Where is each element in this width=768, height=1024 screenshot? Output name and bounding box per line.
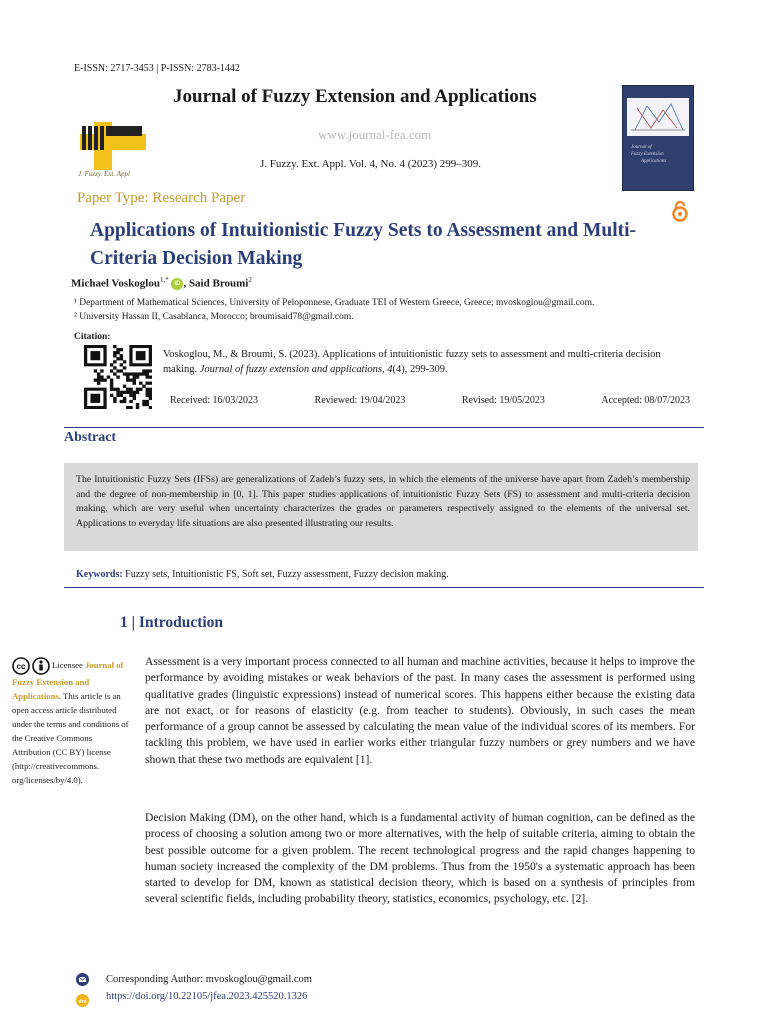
open-access-icon bbox=[670, 200, 690, 222]
affiliation-1: ¹ Department of Mathematical Sciences, University of Peloponnese, Graduate TEI of Western Greece, Greece; mvoskoglou@gmail.com. bbox=[74, 298, 595, 308]
svg-text:doi: doi bbox=[78, 999, 87, 1005]
author-1-affiliation: 1,* bbox=[159, 276, 169, 284]
abstract-text: The Intuitionistic Fuzzy Sets (IFSs) are generalizations of Zadeh’s fuzzy sets, in which the elements of the universe have apart from Zadeh’s membership and the degree of non-membership in [0, 1]. This paper studies applications of intuitionistic Fuzzy Sets (FS) to assessment and multi-criteria decision making, which are very useful when uncertainty characterizes the grades or parameters respectively assigned to the elements of the universal set. Applications to everyday life situations are also presented illustrating our results. bbox=[76, 474, 690, 529]
license-journal-name: Journal of Fuzzy Extension and Applications bbox=[12, 660, 124, 701]
abstract-heading: Abstract bbox=[64, 430, 117, 445]
doi-icon bbox=[76, 994, 89, 1007]
author-2-affiliation: 2 bbox=[248, 276, 252, 284]
received-date: Received: 16/03/2023 bbox=[170, 395, 259, 406]
citation-label: Citation: bbox=[74, 332, 111, 342]
orcid-icon[interactable]: iD bbox=[171, 278, 183, 290]
qr-code-icon[interactable] bbox=[84, 345, 152, 409]
journal-reference: J. Fuzzy. Ext. Appl. Vol. 4, No. 4 (2023) 299–309. bbox=[260, 158, 482, 170]
journal-url[interactable]: www.journal-fea.com bbox=[318, 127, 432, 142]
cover-graph bbox=[627, 98, 689, 136]
author-line bbox=[71, 276, 252, 290]
revised-date: Revised: 19/05/2023 bbox=[461, 395, 545, 406]
keywords-line bbox=[76, 569, 449, 580]
author-2[interactable]: , Said Broumi bbox=[183, 277, 249, 290]
keywords-text: Fuzzy sets, Intuitionistic FS, Soft set, Fuzzy assessment, Fuzzy decision making. bbox=[122, 569, 449, 580]
citation-text: Voskoglou, M., & Broumi, S. (2023). Applications of intuitionistic fuzzy sets to assessment and multi-criteria decision making. Journal of fuzzy extension and applications, 4(4), 299-309. bbox=[163, 349, 661, 375]
journal-cover bbox=[622, 85, 694, 191]
issn-line: E-ISSN: 2717-3453 | P-ISSN: 2783-1442 bbox=[74, 63, 240, 74]
intro-paragraph-1: Assessment is a very important process connected to all human and machine activities, because it helps to improve the performance by avoiding mistakes or weak behaviors of the past. In many cases the assessment is performed using qualitative grades (linguistic expressions) instead of numerical scores. This happens either because the existing data are not exact, or for reasons of elasticity (e.g. from teacher to students). Obviously, in such cases the mean performance of a group cannot be assessed by calculating the mean value of the individual scores of its members. For tackling this problem, we have used in earlier works either triangular fuzzy numbers or grey numbers and we have shown that these two methods are equivalent [1]. bbox=[145, 655, 695, 766]
cover-title: Journal of Fuzzy Extension Applications bbox=[631, 145, 667, 164]
accepted-date: Accepted: 08/07/2023 bbox=[601, 395, 690, 406]
history-dates bbox=[170, 395, 690, 406]
corresponding-author: Corresponding Author: mvoskoglou@gmail.com bbox=[106, 974, 312, 985]
svg-text:cc: cc bbox=[16, 662, 26, 671]
reviewed-date: Reviewed: 19/04/2023 bbox=[314, 395, 406, 406]
author-1[interactable]: Michael Voskoglou bbox=[71, 277, 160, 290]
license-text: . This article is an open access article distributed under the terms and conditions of the Creative Commons Attribution (CC BY) license (http://creativecommons. org/licenses/by/4.0). bbox=[12, 691, 129, 785]
license-sidebar: cc Licensee Journal of Fuzzy Extension and Applications. This article is an open access article distributed under the terms and conditions of the Creative Commons Attribution (CC BY) license (http://creativecommons. org/licenses/by/4.0). bbox=[12, 657, 130, 787]
doi-link[interactable]: https://doi.org/10.22105/jfea.2023.425520.1326 bbox=[106, 991, 308, 1002]
email-icon bbox=[76, 973, 89, 986]
paper-title: Applications of Intuitionistic Fuzzy Sets to Assessment and Multi-Criteria Decision Making bbox=[90, 220, 637, 269]
keywords-rule bbox=[64, 587, 704, 588]
abstract-top-rule bbox=[64, 427, 704, 428]
paper-type: Paper Type: Research Paper bbox=[77, 190, 246, 206]
keywords-label: Keywords: bbox=[76, 569, 123, 580]
cc-by-icon[interactable] bbox=[12, 657, 52, 675]
affiliation-2: ² University Hassan II, Casablanca, Morocco; broumisaid78@gmail.com. bbox=[74, 312, 354, 322]
intro-paragraph-2: Decision Making (DM), on the other hand, which is a fundamental activity of human cognition, can be defined as the process of choosing a solution among two or more alternatives, with the help of suitable criteria, aiming to obtain the best possible outcome for a given problem. The recent technological progress and the rapid changes happening to human society increased the complexity of the DM problems. Thus from the 1950's a systematic approach has been started to develop for DM, known as statistical decision theory, which is based on a synthesis of principles from several scientific fields, including probability theory, statistics, economics, psychology, etc. [2]. bbox=[145, 811, 695, 906]
journal-title: Journal of Fuzzy Extension and Applications bbox=[173, 86, 537, 107]
section-heading-introduction: 1 | Introduction bbox=[120, 614, 224, 631]
logo-caption: J. Fuzzy. Ext. Appl bbox=[78, 170, 130, 178]
